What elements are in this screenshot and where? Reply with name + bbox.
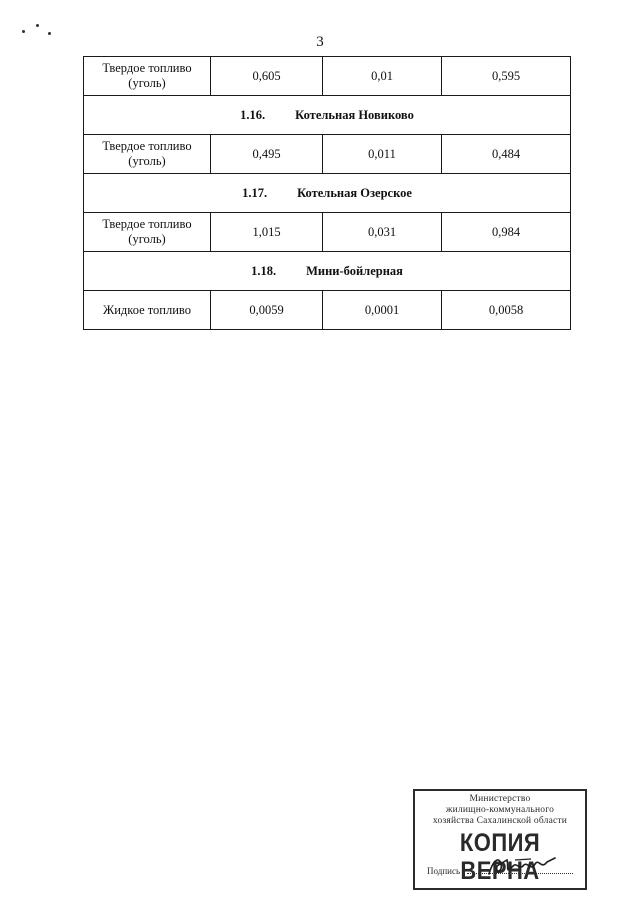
value-cell: 0,495 [211,135,323,174]
value-cell: 0,0059 [211,291,323,330]
section-number: 1.16. [240,107,266,122]
section-heading-row [84,252,571,291]
value-cell: 0,01 [323,57,442,96]
fuel-type-cell: Жидкое топливо [84,291,211,330]
value-cell: 0,0001 [323,291,442,330]
stamp-title: КОПИЯ ВЕРНА [459,829,541,885]
certified-copy-stamp [413,789,587,890]
section-heading-row [84,174,571,213]
signature-label: Подпись [427,866,461,876]
section-title: Мини-бойлерная [306,263,403,278]
page-number: 3 [316,34,324,50]
stamp-ministry-line: хозяйства Сахалинской области [432,816,568,826]
section-number: 1.18. [251,263,277,278]
value-cell: 0,605 [211,57,323,96]
section-title: Котельная Озерское [297,185,412,200]
fuel-balance-table [83,56,571,330]
value-cell: 0,031 [323,213,442,252]
handwritten-signature [485,854,563,878]
value-cell: 1,015 [211,213,323,252]
table-row [84,135,571,174]
fuel-type-cell: Твердое топливо (уголь) [84,135,211,174]
table-row [84,57,571,96]
fuel-type-cell: Твердое топливо (уголь) [84,57,211,96]
stamp-ministry-line: жилищно-коммунального [445,805,555,815]
section-number: 1.17. [242,185,268,200]
section-heading-row [84,96,571,135]
value-cell: 0,011 [323,135,442,174]
value-cell: 0,595 [442,57,571,96]
stamp-ministry-line: Министерство [469,794,531,804]
section-title: Котельная Новиково [295,107,414,122]
value-cell: 0,484 [442,135,571,174]
stamp-signature-row [425,858,577,878]
value-cell: 0,0058 [442,291,571,330]
table-row [84,213,571,252]
table-row [84,291,571,330]
fuel-type-cell: Твердое топливо (уголь) [84,213,211,252]
value-cell: 0,984 [442,213,571,252]
